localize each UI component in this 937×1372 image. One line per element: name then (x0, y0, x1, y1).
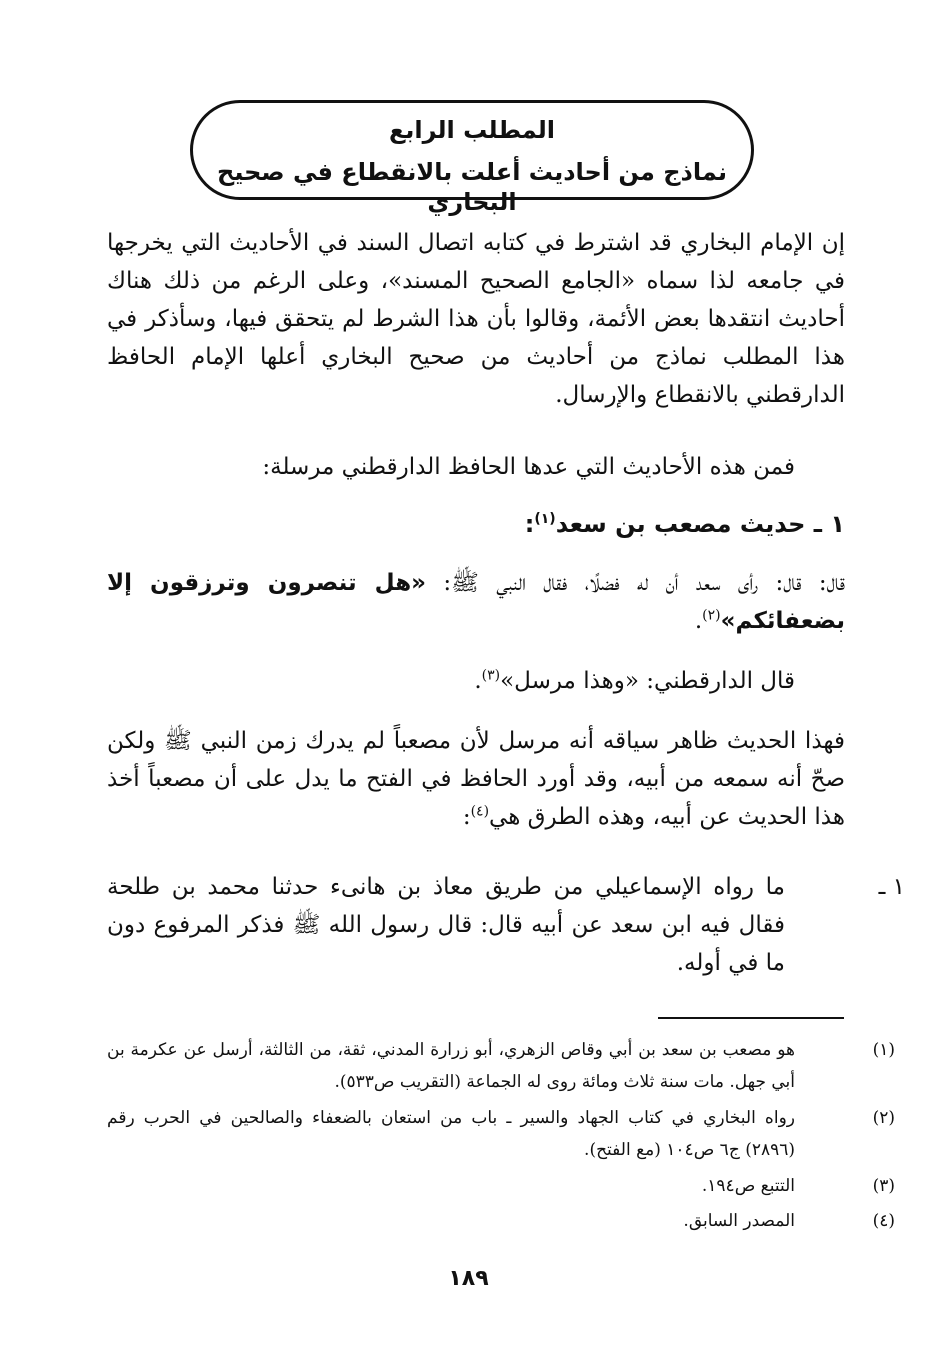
footnote-1 (107, 1034, 895, 1098)
footnote-ref-4[interactable]: (٤) (470, 803, 490, 820)
hadith-quote: «هل تنصرون وترزقون إلا بضعفائكم» (107, 570, 845, 634)
daraqutni-remark-end: . (474, 668, 482, 694)
footnote-ref-3[interactable]: (٣) (481, 667, 501, 684)
footnote-text: رواه البخاري في كتاب الجهاد والسير ـ باب من استعان بالضعفاء والصالحين في الحرب رقم (٢٨٩٦) ج٦ ص١٠٤ (مع الفتح). (107, 1108, 795, 1160)
hadith-intro: قال: قال: رأى سعد أن له فضلًا، فقال النبي ﷺ: (426, 570, 845, 596)
footnote-separator (658, 1017, 844, 1019)
daraqutni-remark-text: قال الدارقطني: «وهذا مرسل» (500, 668, 795, 694)
hadith-heading-colon: : (524, 510, 535, 538)
footnote-text: هو مصعب بن سعد بن أبي وقاص الزهري، أبو زرارة المدني، ثقة، من الثالثة، أرسل عن عكرمة بن أبي جهل. مات سنة ثلاث ومائة روى له الجماعة (التقريب ص٥٣٣). (107, 1040, 795, 1092)
hadith-text-paragraph (107, 564, 845, 640)
footnote-ref-2[interactable]: (٢) (702, 607, 721, 624)
hadith-heading (525, 505, 845, 543)
route-list-item (107, 868, 905, 982)
section-title: نماذج من أحاديث أعلت بالانقطاع في صحيح البخاري (217, 158, 727, 216)
page-number: ١٨٩ (448, 1266, 489, 1291)
hadith-list-intro: فمن هذه الأحاديث التي عدها الحافظ الدارقطني مرسلة: (262, 454, 795, 480)
route-text: ما رواه الإسماعيلي من طريق معاذ بن هانىء حدثنا محمد بن طلحة فقال فيه ابن سعد عن أبيه قال: قال رسول الله ﷺ فذكر المرفوع دون ما في أوله. (107, 874, 785, 976)
footnote-4 (107, 1205, 895, 1237)
hadith-heading-text: ١ ـ حديث مصعب بن سعد (555, 510, 845, 538)
route-number: ١ ـ (878, 874, 905, 900)
daraqutni-remark (107, 662, 845, 700)
section-subtitle: المطلب الرابع (388, 116, 556, 144)
footnote-2 (107, 1102, 895, 1166)
footnote-number: (٣) (872, 1176, 895, 1196)
footnote-text: التتبع ص١٩٤. (701, 1176, 795, 1196)
section-title-box (190, 100, 754, 216)
analysis-end: : (462, 804, 471, 830)
footnote-number: (٢) (872, 1108, 895, 1128)
footnote-text: المصدر السابق. (683, 1211, 795, 1231)
hadith-quote-end: . (694, 608, 703, 634)
footnote-number: (٤) (872, 1211, 895, 1231)
footnote-3 (107, 1170, 895, 1202)
analysis-text: فهذا الحديث ظاهر سياقه أنه مرسل لأن مصعباً لم يدرك زمن النبي ﷺ ولكن صحّ أنه سمعه من أبيه، وقد أورد الحافظ في الفتح ما يدل على أن مصعباً أخذ هذا الحديث عن أبيه، وهذه الطرق هي (107, 728, 845, 830)
footnote-ref-1[interactable]: (١) (534, 511, 556, 527)
intro-paragraph: إن الإمام البخاري قد اشترط في كتابه اتصال السند في الأحاديث التي يخرجها في جامعه لذا سماه «الجامع الصحيح المسند»، وعلى الرغم من ذلك هناك أحاديث انتقدها بعض الأئمة، وقالوا بأن هذا الشرط لم يتحقق فيها، وسأذكر في هذا المطلب نماذج من أحاديث من صحيح البخاري أعلها الإمام الحافظ الدارقطني بالانقطاع والإرسال. (107, 230, 845, 408)
footnote-number: (١) (872, 1040, 895, 1060)
analysis-paragraph (107, 722, 845, 836)
